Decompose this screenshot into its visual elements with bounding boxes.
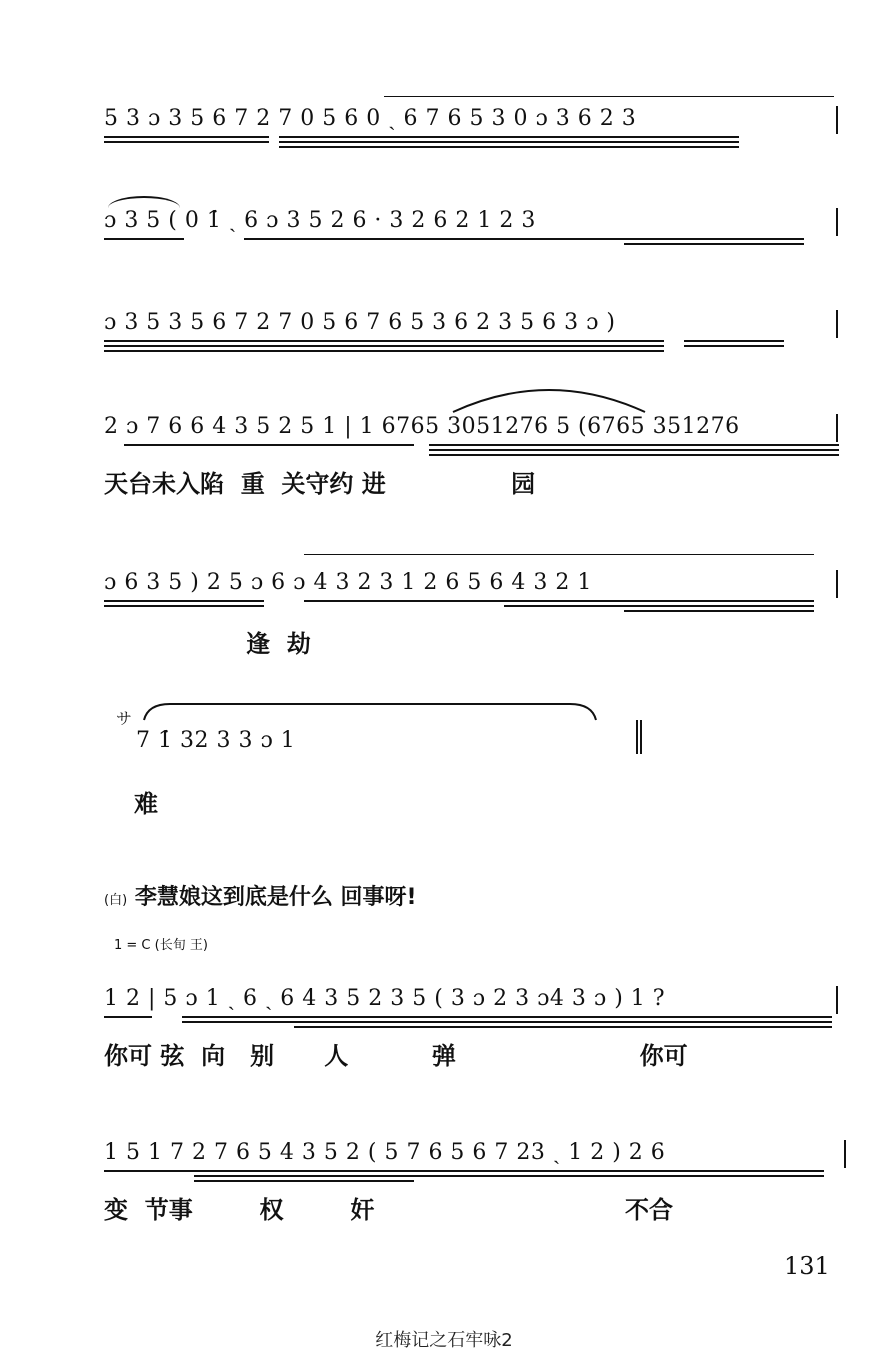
- barline: [836, 310, 838, 338]
- notation-notes: 2 ɔ 7 6 6 4 3 5 2 5 1 | 1 6765 3051276 5 (6765 351276: [104, 414, 740, 439]
- underline: [182, 1016, 832, 1018]
- key-signature: 1 = C (长旬 王): [114, 938, 208, 953]
- barline: [836, 106, 838, 134]
- underline: [104, 600, 264, 602]
- underline: [429, 454, 839, 456]
- lyrics-line-6: 难: [134, 790, 158, 818]
- underline: [684, 345, 784, 347]
- underline: [429, 444, 839, 446]
- underline: [194, 1180, 414, 1182]
- free-meter-mark: サ: [116, 709, 133, 728]
- barline: [844, 1140, 846, 1168]
- image-caption: 红梅记之石牢咏2: [375, 1330, 513, 1351]
- underline: [244, 238, 804, 240]
- notation-notes: ɔ 3 5 ( 0 1̇ ˏ 6 ɔ 3 5 2 6 · 3 2 6 2 1 2 3: [104, 208, 536, 233]
- notation-line-6: [136, 726, 636, 756]
- underline: [624, 610, 814, 612]
- dialogue-text: 李慧娘这到底是什么 回事呀!: [134, 885, 417, 910]
- dialogue-tag: (白): [104, 893, 128, 908]
- underline: [182, 1021, 832, 1023]
- underline: [104, 141, 269, 143]
- phrase-slur: [449, 382, 649, 416]
- notation-notes: 1 2 | 5 ɔ 1 ˏ 6 ˏ 6 4 3 5 2 3 5 ( 3 ɔ 2 3 ɔ4 3 ɔ ) 1 ?: [104, 986, 666, 1011]
- underline: [104, 136, 269, 138]
- underline: [304, 600, 814, 602]
- notation-line-5: [104, 568, 844, 598]
- notation-line-2: [104, 206, 844, 236]
- page-number: 131: [784, 1252, 830, 1280]
- barline: [836, 570, 838, 598]
- notation-notes: 5 3 ɔ 3 5 6 7 2 7 0 5 6 0 ˏ 6 7 6 5 3 0 ɔ 3 6 2 3: [104, 106, 637, 131]
- slur-line: [304, 554, 814, 555]
- underline: [104, 238, 184, 240]
- underline: [684, 340, 784, 342]
- phrase-slur: [140, 700, 600, 724]
- underline: [104, 350, 664, 352]
- final-barline: [636, 720, 642, 754]
- notation-line-7: [104, 984, 844, 1014]
- slur: [108, 196, 180, 208]
- underline: [294, 1026, 832, 1028]
- lyrics-line-8: 变 节事 权 奸 不合: [104, 1196, 674, 1224]
- underline: [429, 449, 839, 451]
- underline: [279, 141, 739, 143]
- underline: [279, 146, 739, 148]
- underline: [124, 444, 414, 446]
- notation-notes: 1 5 1 7 2 7 6 5 4 3 5 2 ( 5 7 6 5 6 7 23 ˏ 1 2 ) 2 6: [104, 1140, 666, 1165]
- barline: [836, 208, 838, 236]
- barline: [836, 986, 838, 1014]
- notation-line-1: [104, 104, 844, 134]
- notation-line-3: [104, 308, 844, 338]
- notation-notes: 7 1̇ 32 3 3 ɔ 1: [136, 728, 296, 753]
- underline: [194, 1175, 824, 1177]
- underline: [104, 1016, 152, 1018]
- underline: [279, 136, 739, 138]
- underline: [104, 1170, 824, 1172]
- lyrics-line-4: 天台未入陷 重 关守约 进 园: [104, 470, 536, 498]
- notation-line-8: [104, 1138, 844, 1168]
- underline: [104, 605, 264, 607]
- underline: [104, 340, 664, 342]
- notation-notes: ɔ 3 5 3 5 6 7 2 7 0 5 6 7 6 5 3 6 2 3 5 6 3 ɔ ): [104, 310, 616, 335]
- lyrics-line-7: 你可 弦 向 别 人 弹 你可: [104, 1042, 688, 1070]
- spoken-dialogue: [104, 880, 417, 911]
- barline: [836, 414, 838, 442]
- notation-notes: ɔ 6 3 5 ) 2 5 ɔ 6 ɔ 4 3 2 3 1 2 6 5 6 4 3 2 1: [104, 570, 592, 595]
- notation-line-4: [104, 412, 844, 442]
- underline: [504, 605, 814, 607]
- underline: [104, 345, 664, 347]
- slur-line: [384, 96, 834, 97]
- underline: [624, 243, 804, 245]
- lyrics-line-5: 逢 劫: [246, 630, 311, 658]
